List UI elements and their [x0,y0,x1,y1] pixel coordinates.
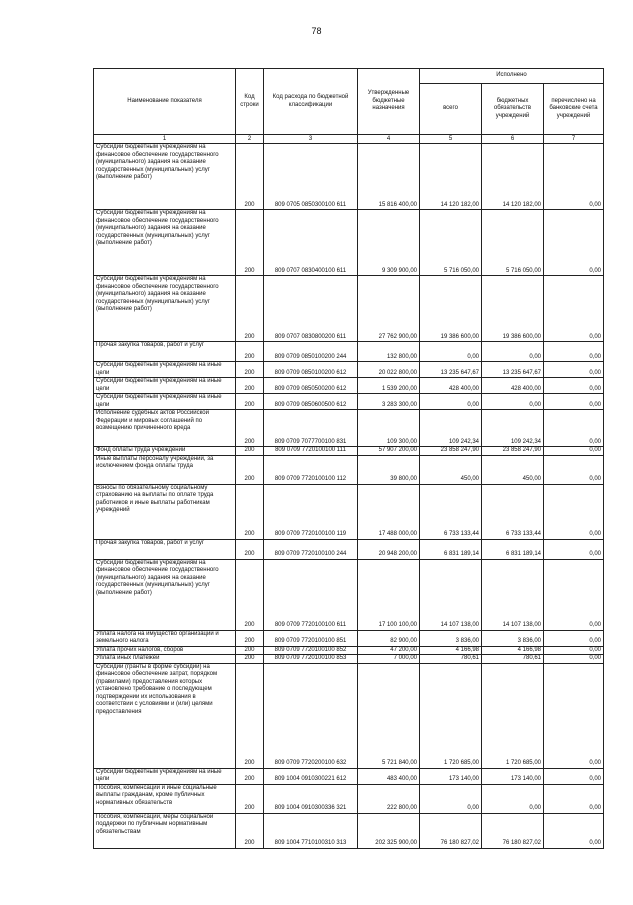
row-executed-obligations: 19 386 600,00 [482,276,544,342]
table-row [94,630,604,646]
row-executed-transferred: 0,00 [544,655,604,664]
row-executed-total: 109 242,34 [420,410,482,447]
row-line-code: 200 [236,484,264,539]
row-expense-code: 809 0709 7720100100 112 [264,455,358,484]
row-executed-transferred: 0,00 [544,410,604,447]
row-expense-code: 809 0709 0850100200 244 [264,342,358,362]
table-body [94,144,604,849]
row-approved: 132 800,00 [358,342,420,362]
row-executed-total: 19 386 600,00 [420,276,482,342]
row-approved: 20 948 200,00 [358,539,420,559]
row-executed-total: 450,00 [420,455,482,484]
row-executed-transferred: 0,00 [544,630,604,646]
row-name: Субсидии бюджетным учреждениям на финансовое обеспечение государственного (муниципального) задания на оказание государственных (муниципальных) услуг (выполнение работ) [94,210,236,276]
row-executed-transferred: 0,00 [544,378,604,394]
row-executed-total: 3 836,00 [420,630,482,646]
row-executed-obligations: 76 180 827,02 [482,813,544,848]
row-executed-transferred: 0,00 [544,455,604,484]
row-line-code: 200 [236,630,264,646]
row-line-code: 200 [236,447,264,456]
row-executed-obligations: 173 140,00 [482,768,544,784]
table-row [94,784,604,813]
row-expense-code: 809 0707 0830800200 611 [264,276,358,342]
row-executed-obligations: 428 400,00 [482,378,544,394]
row-approved: 5 721 840,00 [358,663,420,768]
row-executed-transferred: 0,00 [544,646,604,655]
row-expense-code: 809 0709 7720100100 852 [264,646,358,655]
column-number: 1 [94,135,236,144]
header-name: Наименование показателя [94,69,236,135]
row-approved: 483 400,00 [358,768,420,784]
table-row [94,144,604,210]
header-obligations: бюджетных обязательств учреждений [482,84,544,135]
row-line-code: 200 [236,342,264,362]
row-executed-obligations: 0,00 [482,342,544,362]
row-approved: 7 000,00 [358,655,420,664]
header-line-code: Код строки [236,69,264,135]
row-name: Субсидии бюджетным учреждениям на финансовое обеспечение государственного (муниципального) задания на оказание государственных (муниципальных) услуг (выполнение работ) [94,559,236,630]
table-row [94,813,604,848]
row-line-code: 200 [236,210,264,276]
table-row [94,378,604,394]
row-approved: 9 309 900,00 [358,210,420,276]
row-executed-transferred: 0,00 [544,210,604,276]
column-number: 3 [264,135,358,144]
row-expense-code: 809 0709 0850600500 612 [264,394,358,410]
row-executed-obligations: 6 831 189,14 [482,539,544,559]
row-executed-total: 0,00 [420,342,482,362]
row-executed-transferred: 0,00 [544,394,604,410]
row-executed-obligations: 0,00 [482,784,544,813]
header-approved: Утвержденные бюджетные назначения [358,69,420,135]
table-row [94,447,604,456]
row-executed-transferred: 0,00 [544,144,604,210]
row-expense-code: 809 0709 7720200100 632 [264,663,358,768]
row-expense-code: 809 1004 0910300221 612 [264,768,358,784]
row-approved: 109 300,00 [358,410,420,447]
row-executed-obligations: 0,00 [482,394,544,410]
row-name: Иные выплаты персоналу учреждений, за исключением фонда оплаты труда [94,455,236,484]
row-name: Исполнение судебных актов Российской Федерации и мировых соглашений по возмещению причиненного вреда [94,410,236,447]
row-executed-obligations: 4 166,98 [482,646,544,655]
row-executed-total: 0,00 [420,394,482,410]
row-name: Субсидии бюджетным учреждениям на финансовое обеспечение государственного (муниципального) задания на оказание государственных (муниципальных) услуг (выполнение работ) [94,144,236,210]
column-number: 5 [420,135,482,144]
row-approved: 3 283 300,00 [358,394,420,410]
row-line-code: 200 [236,784,264,813]
column-number: 7 [544,135,604,144]
row-line-code: 200 [236,663,264,768]
row-expense-code: 809 0709 7720100100 853 [264,655,358,664]
row-expense-code: 809 0709 7720100100 611 [264,559,358,630]
row-executed-obligations: 780,61 [482,655,544,664]
column-number: 6 [482,135,544,144]
row-expense-code: 809 0709 7720100100 851 [264,630,358,646]
header-expense-code: Код расхода по бюджетной классификации [264,69,358,135]
row-executed-total: 780,61 [420,655,482,664]
table-row [94,539,604,559]
row-executed-transferred: 0,00 [544,484,604,539]
row-approved: 57 907 200,00 [358,447,420,456]
row-executed-total: 4 166,98 [420,646,482,655]
table-row [94,394,604,410]
row-executed-obligations: 14 107 138,00 [482,559,544,630]
row-executed-transferred: 0,00 [544,362,604,378]
row-expense-code: 809 0709 0850100200 612 [264,362,358,378]
row-executed-total: 76 180 827,02 [420,813,482,848]
row-executed-obligations: 450,00 [482,455,544,484]
row-line-code: 200 [236,768,264,784]
row-line-code: 200 [236,646,264,655]
row-approved: 27 762 900,00 [358,276,420,342]
row-line-code: 200 [236,655,264,664]
row-approved: 202 325 900,00 [358,813,420,848]
row-expense-code: 809 0707 0830400100 611 [264,210,358,276]
row-approved: 17 488 000,00 [358,484,420,539]
row-executed-obligations: 14 120 182,00 [482,144,544,210]
row-executed-obligations: 109 242,34 [482,410,544,447]
row-approved: 82 900,00 [358,630,420,646]
row-name: Прочая закупка товаров, работ и услуг [94,342,236,362]
row-executed-total: 428 400,00 [420,378,482,394]
row-expense-code: 809 0709 7720100100 244 [264,539,358,559]
row-expense-code: 809 0709 0850500200 612 [264,378,358,394]
row-executed-obligations: 13 235 647,67 [482,362,544,378]
row-expense-code: 809 0709 7077700100 831 [264,410,358,447]
header-transferred: перечислено на банковские счета учреждений [544,84,604,135]
column-number: 4 [358,135,420,144]
row-executed-transferred: 0,00 [544,342,604,362]
row-line-code: 200 [236,362,264,378]
row-approved: 39 800,00 [358,455,420,484]
row-name: Субсидии бюджетным учреждениям на финансовое обеспечение государственного (муниципального) задания на оказание государственных (муниципальных) услуг (выполнение работ) [94,276,236,342]
row-name: Пособия, компенсации, меры социальной поддержки по публичным нормативным обязательствам [94,813,236,848]
row-executed-total: 0,00 [420,784,482,813]
table-row [94,362,604,378]
column-numbers-row [94,135,604,144]
row-line-code: 200 [236,559,264,630]
row-approved: 17 100 100,00 [358,559,420,630]
table-row [94,484,604,539]
header-row-top [94,69,604,84]
table-row [94,655,604,664]
row-line-code: 200 [236,410,264,447]
table-row [94,342,604,362]
header-executed: Исполнено [420,69,604,84]
row-name: Субсидии бюджетным учреждениям на иные цели [94,378,236,394]
row-executed-total: 23 858 247,90 [420,447,482,456]
header-total: всего [420,84,482,135]
row-expense-code: 809 0709 7720100100 111 [264,447,358,456]
row-name: Субсидии (гранты в форме субсидий) на финансовое обеспечение затрат, порядком (правилами) предоставления которых установлено требование о последующем подтверждении их использования в соответствии с условиями и (или) целями предоставления [94,663,236,768]
row-name: Прочая закупка товаров, работ и услуг [94,539,236,559]
row-approved: 47 200,00 [358,646,420,655]
row-executed-obligations: 6 733 133,44 [482,484,544,539]
row-line-code: 200 [236,455,264,484]
table-row [94,455,604,484]
row-expense-code: 809 1004 7710100310 313 [264,813,358,848]
budget-execution-table [93,68,604,849]
row-executed-total: 173 140,00 [420,768,482,784]
row-line-code: 200 [236,813,264,848]
row-executed-total: 6 831 189,14 [420,539,482,559]
row-name: Уплата налога на имущество организаций и земельного налога [94,630,236,646]
row-executed-total: 1 720 685,00 [420,663,482,768]
row-approved: 20 022 800,00 [358,362,420,378]
page-number: 78 [311,26,322,36]
row-executed-transferred: 0,00 [544,813,604,848]
row-executed-total: 5 716 050,00 [420,210,482,276]
row-name: Взносы по обязательному социальному страхованию на выплаты по оплате труда работников и иные выплаты работникам учреждений [94,484,236,539]
row-executed-total: 6 733 133,44 [420,484,482,539]
table-row [94,410,604,447]
table-row [94,646,604,655]
row-executed-total: 14 120 182,00 [420,144,482,210]
row-line-code: 200 [236,378,264,394]
row-approved: 15 816 400,00 [358,144,420,210]
row-executed-transferred: 0,00 [544,276,604,342]
table-row [94,768,604,784]
row-approved: 222 800,00 [358,784,420,813]
row-name: Субсидии бюджетным учреждениям на иные цели [94,362,236,378]
table-row [94,663,604,768]
table-row [94,276,604,342]
row-executed-transferred: 0,00 [544,663,604,768]
row-name: Уплата иных платежей [94,655,236,664]
row-name: Пособия, компенсации и иные социальные выплаты гражданам, кроме публичных нормативных обязательств [94,784,236,813]
row-name: Субсидии бюджетным учреждениям на иные цели [94,768,236,784]
row-executed-transferred: 0,00 [544,559,604,630]
row-line-code: 200 [236,144,264,210]
row-executed-transferred: 0,00 [544,447,604,456]
row-executed-transferred: 0,00 [544,784,604,813]
row-executed-total: 14 107 138,00 [420,559,482,630]
row-name: Уплата прочих налогов, сборов [94,646,236,655]
row-executed-transferred: 0,00 [544,768,604,784]
row-line-code: 200 [236,276,264,342]
row-name: Фонд оплаты труда учреждений [94,447,236,456]
row-approved: 1 539 200,00 [358,378,420,394]
row-executed-transferred: 0,00 [544,539,604,559]
table-row [94,210,604,276]
row-executed-obligations: 1 720 685,00 [482,663,544,768]
column-number: 2 [236,135,264,144]
row-executed-total: 13 235 647,67 [420,362,482,378]
row-executed-obligations: 23 858 247,90 [482,447,544,456]
row-name: Субсидии бюджетным учреждениям на иные цели [94,394,236,410]
table-row [94,559,604,630]
row-expense-code: 809 0705 0850300100 611 [264,144,358,210]
row-line-code: 200 [236,394,264,410]
row-line-code: 200 [236,539,264,559]
row-expense-code: 809 1004 0910300336 321 [264,784,358,813]
row-executed-obligations: 3 836,00 [482,630,544,646]
row-expense-code: 809 0709 7720100100 119 [264,484,358,539]
row-executed-obligations: 5 716 050,00 [482,210,544,276]
